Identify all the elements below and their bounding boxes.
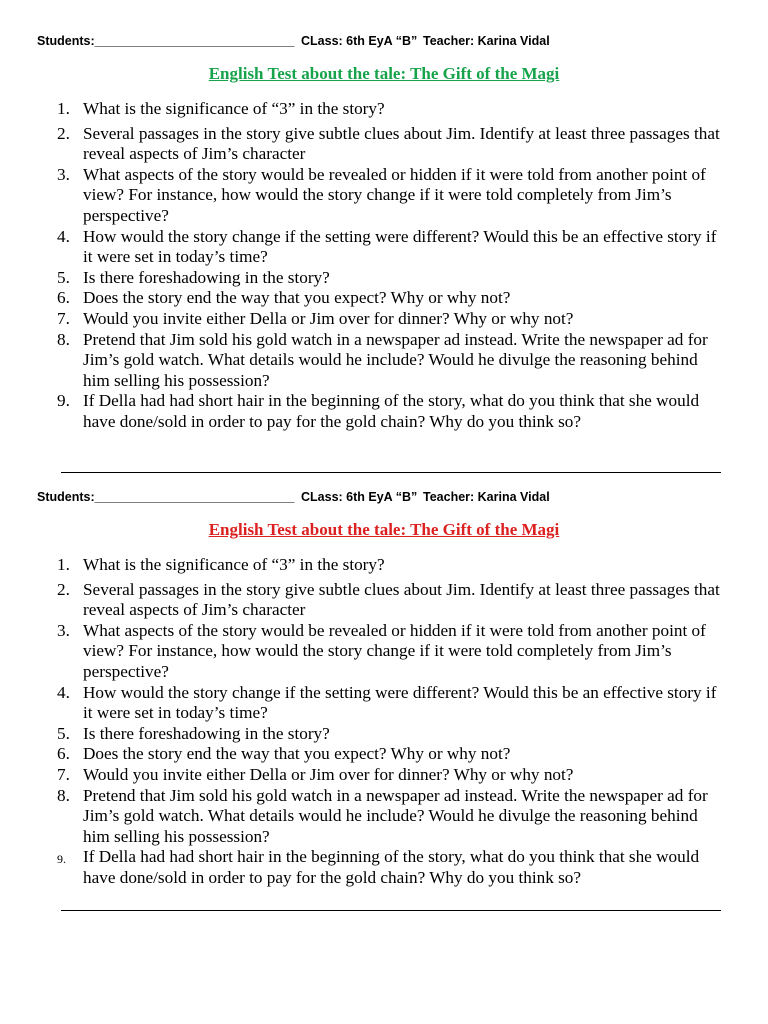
question-text: Is there foreshadowing in the story? (83, 267, 330, 287)
students-blank: ______________________________ (94, 490, 295, 504)
students-blank: ______________________________ (94, 34, 295, 48)
students-label: Students: (37, 490, 95, 504)
divider-line (61, 910, 721, 911)
teacher-label: Teacher: Karina Vidal (423, 34, 550, 48)
test-title: English Test about the tale: The Gift of the Magi (208, 520, 560, 539)
students-label: Students: (37, 34, 95, 48)
question-item (57, 391, 727, 432)
sheet-header (37, 490, 550, 504)
question-text: If Della had had short hair in the beginning of the story, what do you think that she would have done/sold in order to pay for the gold chain? Why do you think so? (83, 391, 700, 431)
question-number: 8. (57, 785, 70, 805)
question-text: What is the significance of “3” in the story? (83, 555, 385, 574)
question-item (57, 580, 727, 621)
question-text: Is there foreshadowing in the story? (83, 723, 330, 743)
question-item (57, 765, 727, 786)
question-item (57, 744, 727, 765)
question-item (57, 621, 727, 683)
question-number: 7. (57, 308, 70, 328)
question-number: 3. (57, 620, 70, 640)
question-text: How would the story change if the setting were different? Would this be an effective story if it were set in today’s time? (83, 226, 717, 267)
question-number: 4. (57, 226, 70, 246)
question-item (57, 555, 727, 576)
question-item (57, 99, 727, 120)
question-item (57, 165, 727, 227)
question-item (57, 268, 727, 289)
question-list (57, 99, 727, 433)
question-text: What is the significance of “3” in the story? (83, 99, 385, 118)
question-number: 4. (57, 682, 70, 702)
question-text: Does the story end the way that you expect? Why or why not? (83, 288, 511, 308)
question-item (57, 288, 727, 309)
question-text: Does the story end the way that you expect? Why or why not? (83, 744, 511, 764)
question-item (57, 683, 727, 724)
question-number: 6. (57, 744, 70, 764)
question-list (57, 555, 727, 889)
question-text: Would you invite either Della or Jim over for dinner? Why or why not? (83, 308, 574, 328)
question-text: Would you invite either Della or Jim over for dinner? Why or why not? (83, 764, 574, 784)
question-number: 5. (57, 267, 70, 287)
sheet-header (37, 34, 550, 48)
test-title: English Test about the tale: The Gift of the Magi (208, 64, 560, 83)
question-item (57, 227, 727, 268)
question-item (57, 786, 727, 848)
question-number: 9. (57, 852, 66, 867)
question-text: If Della had had short hair in the beginning of the story, what do you think that she would have done/sold in order to pay for the gold chain? Why do you think so? (83, 847, 700, 887)
class-label: CLass: 6th EyA “B” (301, 490, 418, 504)
question-text: How would the story change if the setting were different? Would this be an effective story if it were set in today’s time? (83, 682, 717, 723)
question-text: What aspects of the story would be revealed or hidden if it were told from another point of view? For instance, how would the story change if it were told completely from Jim’s perspective? (83, 164, 706, 225)
class-label: CLass: 6th EyA “B” (301, 34, 418, 48)
question-item (57, 124, 727, 165)
question-item (57, 309, 727, 330)
question-text: Pretend that Jim sold his gold watch in a newspaper ad instead. Write the newspaper ad for Jim’s gold watch. What details would he include? Would he divulge the reasoning behind him selling his possession? (83, 329, 708, 390)
question-number: 5. (57, 723, 70, 743)
question-number: 2. (57, 123, 70, 143)
question-number: 6. (57, 288, 70, 308)
question-text: Pretend that Jim sold his gold watch in a newspaper ad instead. Write the newspaper ad for Jim’s gold watch. What details would he include? Would he divulge the reasoning behind him selling his possession? (83, 785, 708, 846)
question-item (57, 724, 727, 745)
question-text: What aspects of the story would be revealed or hidden if it were told from another point of view? For instance, how would the story change if it were told completely from Jim’s perspective? (83, 620, 706, 681)
question-number: 8. (57, 329, 70, 349)
question-number: 9. (57, 391, 70, 411)
question-number: 1. (57, 99, 70, 118)
teacher-label: Teacher: Karina Vidal (423, 490, 550, 504)
question-number: 1. (57, 555, 70, 574)
question-item (57, 847, 727, 888)
question-number: 2. (57, 579, 70, 599)
question-text: Several passages in the story give subtle clues about Jim. Identify at least three passages that reveal aspects of Jim’s character (83, 579, 720, 620)
divider-line (61, 472, 721, 473)
question-item (57, 330, 727, 392)
question-text: Several passages in the story give subtle clues about Jim. Identify at least three passages that reveal aspects of Jim’s character (83, 123, 720, 164)
question-number: 3. (57, 164, 70, 184)
question-number: 7. (57, 764, 70, 784)
